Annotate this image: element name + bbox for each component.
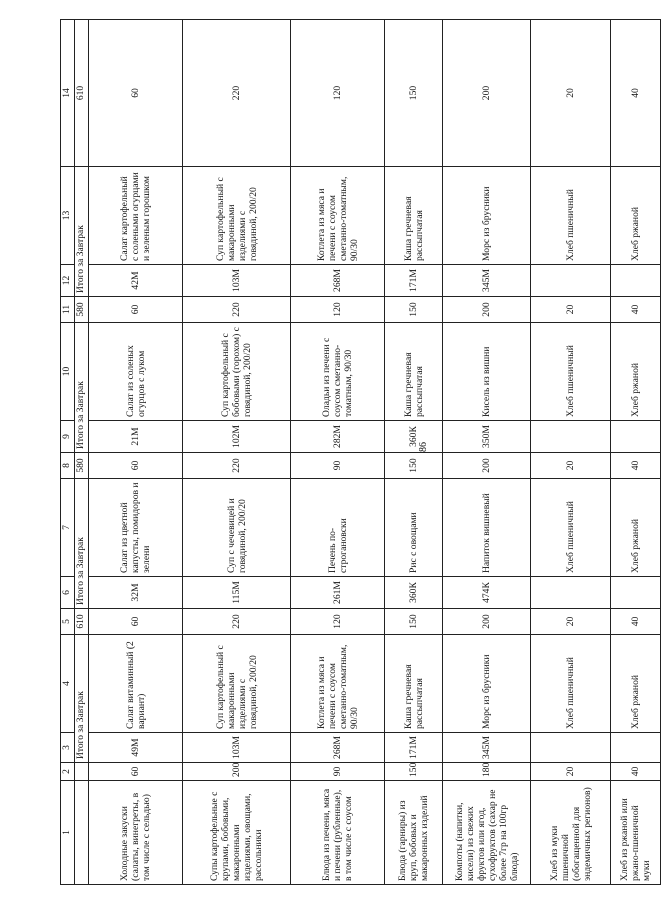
meal-label: Итого за Завтрак xyxy=(75,323,89,453)
portion-cell: 200 xyxy=(443,609,531,635)
recipe-code: 171М xyxy=(385,733,443,763)
header-cell: 11 xyxy=(61,297,75,323)
portion-cell: 150 xyxy=(385,297,443,323)
dish-name: Суп картофельный с бобовыми (горохом) с говядиной, 200/20 xyxy=(183,323,291,421)
recipe-code: 49М xyxy=(89,733,183,763)
table-row xyxy=(89,20,183,885)
header-row xyxy=(61,20,75,885)
portion-cell: 60 xyxy=(89,453,183,479)
table-body xyxy=(89,20,661,885)
portion-cell: 220 xyxy=(183,297,291,323)
dish-name: Морс из брусники xyxy=(443,167,531,265)
subheader-row xyxy=(75,20,89,885)
norm-cell: 180 xyxy=(443,763,531,781)
portion-cell: 40 xyxy=(611,609,661,635)
portion-cell: 20 xyxy=(531,453,611,479)
category-cell: Холодные закуски (салаты, винегреты, в том числе с сельдью) xyxy=(89,781,183,885)
dish-name: Печень по-строгановски xyxy=(291,479,385,577)
header-cell: 5 xyxy=(61,609,75,635)
portion-cell: 220 xyxy=(183,453,291,479)
recipe-code: 32М xyxy=(89,577,183,609)
recipe-code xyxy=(531,421,611,453)
category-cell: Хлеб из ржаной или ржано-пшеничной муки xyxy=(611,781,661,885)
recipe-code: 103М xyxy=(183,733,291,763)
dish-name: Суп картофельный с макаронными изделиями с говядиной, 200/20 xyxy=(183,167,291,265)
norm-cell: 20 xyxy=(531,763,611,781)
header-cell: 9 xyxy=(61,421,75,453)
recipe-code xyxy=(611,265,661,297)
portion-cell: 40 xyxy=(611,297,661,323)
dish-name: Хлеб пшеничный xyxy=(531,167,611,265)
recipe-code: 360К xyxy=(385,577,443,609)
recipe-code: 21М xyxy=(89,421,183,453)
portion-cell: 60 xyxy=(89,297,183,323)
portion-cell: 200 xyxy=(443,453,531,479)
table-row xyxy=(531,20,611,885)
recipe-code: 282М xyxy=(291,421,385,453)
header-cell: 3 xyxy=(61,733,75,763)
recipe-code: 268М xyxy=(291,733,385,763)
dish-name: Хлеб пшеничный xyxy=(531,479,611,577)
portion-cell: 220 xyxy=(183,20,291,167)
portion-cell: 150 xyxy=(385,609,443,635)
recipe-code: 115М xyxy=(183,577,291,609)
table-row xyxy=(611,20,661,885)
blank-cell xyxy=(75,763,89,781)
dish-name: Хлеб ржаной xyxy=(611,167,661,265)
dish-name: Хлеб ржаной xyxy=(611,323,661,421)
norm-cell: 150 xyxy=(385,763,443,781)
norm-cell: 60 xyxy=(89,763,183,781)
portion-cell: 150 xyxy=(385,453,443,479)
header-cell: 8 xyxy=(61,453,75,479)
dish-name: Рис с овощами xyxy=(385,479,443,577)
portion-cell: 200 xyxy=(443,20,531,167)
dish-name: Каша гречневая рассыпчатая xyxy=(385,167,443,265)
dish-name: Напиток вишневый xyxy=(443,479,531,577)
meal-total: 610 xyxy=(75,20,89,167)
dish-name: Хлеб пшеничный xyxy=(531,323,611,421)
recipe-code xyxy=(611,577,661,609)
portion-cell: 120 xyxy=(291,20,385,167)
header-cell: 10 xyxy=(61,323,75,421)
header-cell: 14 xyxy=(61,20,75,167)
page-number: 86 xyxy=(418,442,429,452)
dish-name: Салат картофельный с солеными огурцами и зеленым горошком xyxy=(89,167,183,265)
header-cell: 1 xyxy=(61,781,75,885)
dish-name: Морс из брусники xyxy=(443,635,531,733)
portion-cell: 200 xyxy=(443,297,531,323)
recipe-code: 261М xyxy=(291,577,385,609)
recipe-code: 345М xyxy=(443,733,531,763)
recipe-code xyxy=(531,265,611,297)
dish-name: Хлеб ржаной xyxy=(611,479,661,577)
portion-cell: 220 xyxy=(183,609,291,635)
dish-name: Суп с чечевицей и говядиной, 200/20 xyxy=(183,479,291,577)
portion-cell: 150 xyxy=(385,20,443,167)
portion-cell: 90 xyxy=(291,453,385,479)
portion-cell: 20 xyxy=(531,297,611,323)
dish-name: Котлета из мяса и печени с соусом сметанно-томатным, 90/30 xyxy=(291,635,385,733)
portion-cell: 60 xyxy=(89,20,183,167)
recipe-code: 268М xyxy=(291,265,385,297)
portion-cell: 120 xyxy=(291,609,385,635)
meal-label: Итого за Завтрак xyxy=(75,167,89,297)
header-cell: 4 xyxy=(61,635,75,733)
menu-table xyxy=(60,19,661,885)
recipe-code: 345М xyxy=(443,265,531,297)
header-cell: 13 xyxy=(61,167,75,265)
category-cell: Блюда из печени, мяса и печени (рубленные), в том числе с соусом xyxy=(291,781,385,885)
recipe-code: 42М xyxy=(89,265,183,297)
portion-cell: 40 xyxy=(611,453,661,479)
meal-total: 610 xyxy=(75,609,89,635)
recipe-code xyxy=(531,577,611,609)
dish-name: Хлеб пшеничный xyxy=(531,635,611,733)
norm-cell: 200 xyxy=(183,763,291,781)
category-cell: Компоты (напитки, кисели) из свежих фруктов или ягод, сухофруктов (сахар не более 7гр на 100гр блюда) xyxy=(443,781,531,885)
recipe-code: 171М xyxy=(385,265,443,297)
header-cell: 6 xyxy=(61,577,75,609)
dish-name: Салат витаминный (2 вариант) xyxy=(89,635,183,733)
recipe-code xyxy=(611,733,661,763)
recipe-code: 350М xyxy=(443,421,531,453)
portion-cell: 60 xyxy=(89,609,183,635)
recipe-code: 360К xyxy=(385,421,443,453)
dish-name: Кисель из вишни xyxy=(443,323,531,421)
table-row xyxy=(443,20,531,885)
meal-total: 580 xyxy=(75,453,89,479)
meal-label: Итого за Завтрак xyxy=(75,479,89,609)
category-cell: Блюда (гарниры) из круп, бобовых и макаронных изделий xyxy=(385,781,443,885)
dish-name: Каша гречневая рассыпчатая xyxy=(385,635,443,733)
recipe-code xyxy=(611,421,661,453)
table-row xyxy=(291,20,385,885)
portion-cell: 120 xyxy=(291,297,385,323)
recipe-code xyxy=(531,733,611,763)
recipe-code: 102М xyxy=(183,421,291,453)
dish-name: Котлета из мяса и печени с соусом сметанно-томатным, 90/30 xyxy=(291,167,385,265)
norm-cell: 90 xyxy=(291,763,385,781)
portion-cell: 40 xyxy=(611,20,661,167)
dish-name: Хлеб ржаной xyxy=(611,635,661,733)
rotated-page xyxy=(60,20,652,885)
dish-name: Оладьи из печени с соусом сметанно-томатным, 90/30 xyxy=(291,323,385,421)
recipe-code: 474К xyxy=(443,577,531,609)
header-cell: 7 xyxy=(61,479,75,577)
category-cell: Хлеб из муки пшеничной (обогащенной для эндемичных регионов) xyxy=(531,781,611,885)
header-cell: 2 xyxy=(61,763,75,781)
table-row xyxy=(183,20,291,885)
meal-label: Итого за Завтрак xyxy=(75,635,89,763)
dish-name: Суп картофельный с макаронными изделиями с говядиной, 200/20 xyxy=(183,635,291,733)
portion-cell: 20 xyxy=(531,20,611,167)
blank-cell xyxy=(75,781,89,885)
portion-cell: 20 xyxy=(531,609,611,635)
header-cell: 12 xyxy=(61,265,75,297)
dish-name: Салат из цветной капусты, помидоров и зелени xyxy=(89,479,183,577)
meal-total: 580 xyxy=(75,297,89,323)
dish-name: Каша гречневая рассыпчатая xyxy=(385,323,443,421)
dish-name: Салат из соленых огурцов с луком xyxy=(89,323,183,421)
norm-cell: 40 xyxy=(611,763,661,781)
recipe-code: 103М xyxy=(183,265,291,297)
category-cell: Супы картофельные с крупами, бобовыми, макаронными изделиями, овощами, рассольники xyxy=(183,781,291,885)
table-row xyxy=(385,20,443,885)
